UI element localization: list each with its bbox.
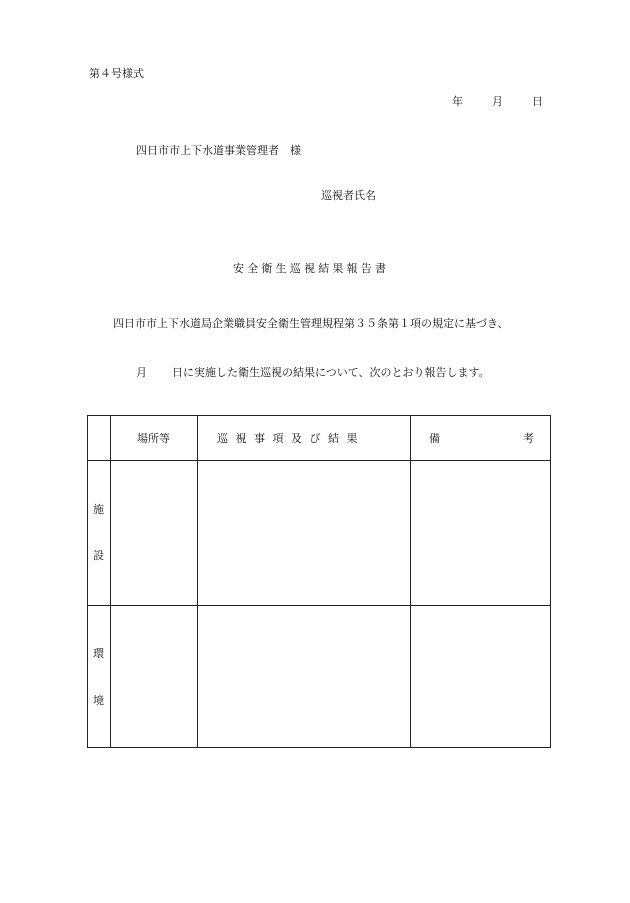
facility-location-cell[interactable] bbox=[111, 461, 197, 605]
addressee: 四日市市上下水道事業管理者 様 bbox=[136, 144, 301, 157]
body-month-label: 月 bbox=[136, 366, 147, 379]
row-label-environment-char-1: 環 bbox=[93, 647, 104, 660]
date-line bbox=[452, 96, 543, 107]
form-number: 第４号様式 bbox=[89, 67, 144, 80]
facility-results-cell[interactable] bbox=[198, 461, 410, 605]
date-year-label: 年 bbox=[452, 95, 463, 108]
header-items-and-results: 巡視事項及び結果 bbox=[217, 432, 365, 445]
inspection-result-table bbox=[87, 415, 551, 748]
header-location: 場所等 bbox=[137, 432, 170, 445]
body-text-rest: 日に実施した衛生巡視の結果について、次のとおり報告します。 bbox=[172, 366, 490, 379]
body-text-line-2 bbox=[136, 367, 490, 378]
header-remarks-part-2: 考 bbox=[523, 432, 534, 445]
header-remarks-part-1: 備 bbox=[429, 432, 440, 445]
environment-location-cell[interactable] bbox=[111, 606, 197, 747]
inspector-name-label: 巡視者氏名 bbox=[321, 189, 376, 202]
date-month-label: 月 bbox=[492, 95, 503, 108]
document-title: 安全衛生巡視結果報告書 bbox=[233, 262, 390, 275]
row-label-facility-char-1: 施 bbox=[93, 503, 104, 516]
date-day-label: 日 bbox=[532, 95, 543, 108]
environment-results-cell[interactable] bbox=[198, 606, 410, 747]
body-text-line-1: 四日市市上下水道局企業職員安全衛生管理規程第３５条第１項の規定に基づき、 bbox=[113, 317, 509, 330]
row-label-facility-char-2: 設 bbox=[93, 549, 104, 562]
row-label-environment-char-2: 境 bbox=[93, 694, 104, 707]
environment-remarks-cell[interactable] bbox=[411, 606, 550, 747]
facility-remarks-cell[interactable] bbox=[411, 461, 550, 605]
